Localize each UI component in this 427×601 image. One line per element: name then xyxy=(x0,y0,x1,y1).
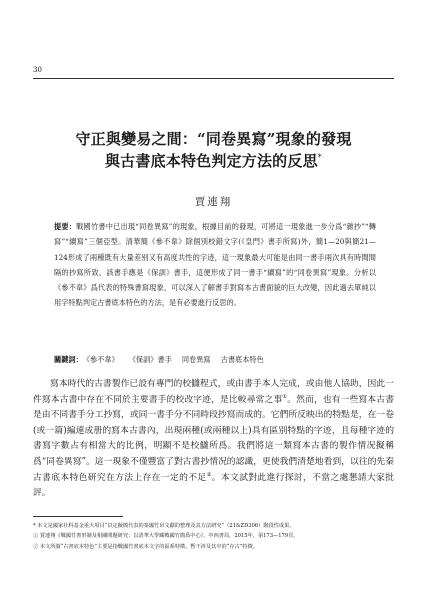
keyword: 古書底本特色 xyxy=(220,355,264,364)
page-number: 30 xyxy=(33,66,42,74)
keyword: 《保訓》書手 xyxy=(128,355,172,364)
footnote-ref-1: ① xyxy=(282,393,288,400)
article-title-line-1: 守正與變易之間：“同卷異寫”現象的發現 xyxy=(75,130,352,148)
body-text-part-3: 。本文試對此進行探討，不當之處懇請大家批評。 xyxy=(33,472,394,499)
header-rule xyxy=(33,78,394,79)
footnote-rule xyxy=(33,516,123,517)
body-text-part-1: 寫本時代的古書製作已設有專門的校讎程式，或由書手本人完成，或由他人協助，因此一件寫本古書中存在不同於主要書手的校改字迹，是比較尋常之事 xyxy=(33,379,394,405)
abstract-label: 提要： xyxy=(54,222,77,231)
body-text-part-2: 。然而，也有一些寫本古書是由不同書手分工抄寫，或同一書手分不同時段抄寫而成的。它們所反映出的特點是，在一卷(或一篇)編連成册的寫本古書內，出現兩種(或兩種以上)具有區别特點的字迹，且每種字迹的書寫字數占有相當大的比例，明顯不是校讎所爲。我們將這一類寫本古書的製作情况擬稱爲“同卷異寫”。這一現象不僅豐富了對古書抄情况的認識，更使我們清楚地看到，以往的先秦古書底本特色研究在方法上存在一定的不足 xyxy=(33,394,394,483)
footnote: ② 本文所謂“古書底本特色”主要是指戰國竹書底本文字的區系特徵，暫不涉及其中的“存古”特徵。 xyxy=(33,543,258,550)
keywords xyxy=(54,354,376,366)
abstract xyxy=(54,219,376,311)
footnote-ref-2: ② xyxy=(206,471,212,478)
footnote: ① 賈連翔《戰國竹書形制及相關問題研究：以清華大學藏戰國竹簡爲中心》，中西書局，2015年，第173—179頁。 xyxy=(33,533,299,540)
abstract-text: 戰國竹書中已出現“同卷異寫”的現象，根據目前的發現，可將這一現象進一步分爲“雜抄”“轉寫”“續寫”三個亞型。清華簡《參不韋》除個別校錯文字(《皇門》書手所寫)外，簡1—20與簡21—124形成了兩種既有大量差别又有高度共性的字迹，這一現象最大可能是由同一書手兩次具有時間間隔的抄寫所致，該書手應是《保訓》書手，這便形成了同一書手“續寫”的“同卷異寫”現象。分析以《參不韋》爲代表的特殊書寫現象，可以深入了解書手對寫本古書面貌的巨大改變，因此過去單純以用字特點判定古書底本特色的方法，是有必要進行反思的。 xyxy=(54,222,376,308)
footnotes xyxy=(33,521,394,552)
body-paragraph xyxy=(33,377,394,502)
title-footnote-mark: * xyxy=(317,153,322,162)
keyword: 同卷異寫 xyxy=(181,355,211,364)
article-title-line-2-text: 與古書底本特色判定方法的反思 xyxy=(104,152,318,170)
article-title-line-2 xyxy=(0,152,427,170)
keywords-label: 關鍵詞： xyxy=(54,355,83,364)
footnote: * 本文是國家社科基金重大項目“以定擬簡代表的秦國竹帛文獻的整理及其方法研究”（21&ZD306）階段性成果。 xyxy=(33,523,295,529)
keyword: 《參不韋》 xyxy=(82,355,119,364)
author-name: 賈連翔 xyxy=(194,196,233,208)
